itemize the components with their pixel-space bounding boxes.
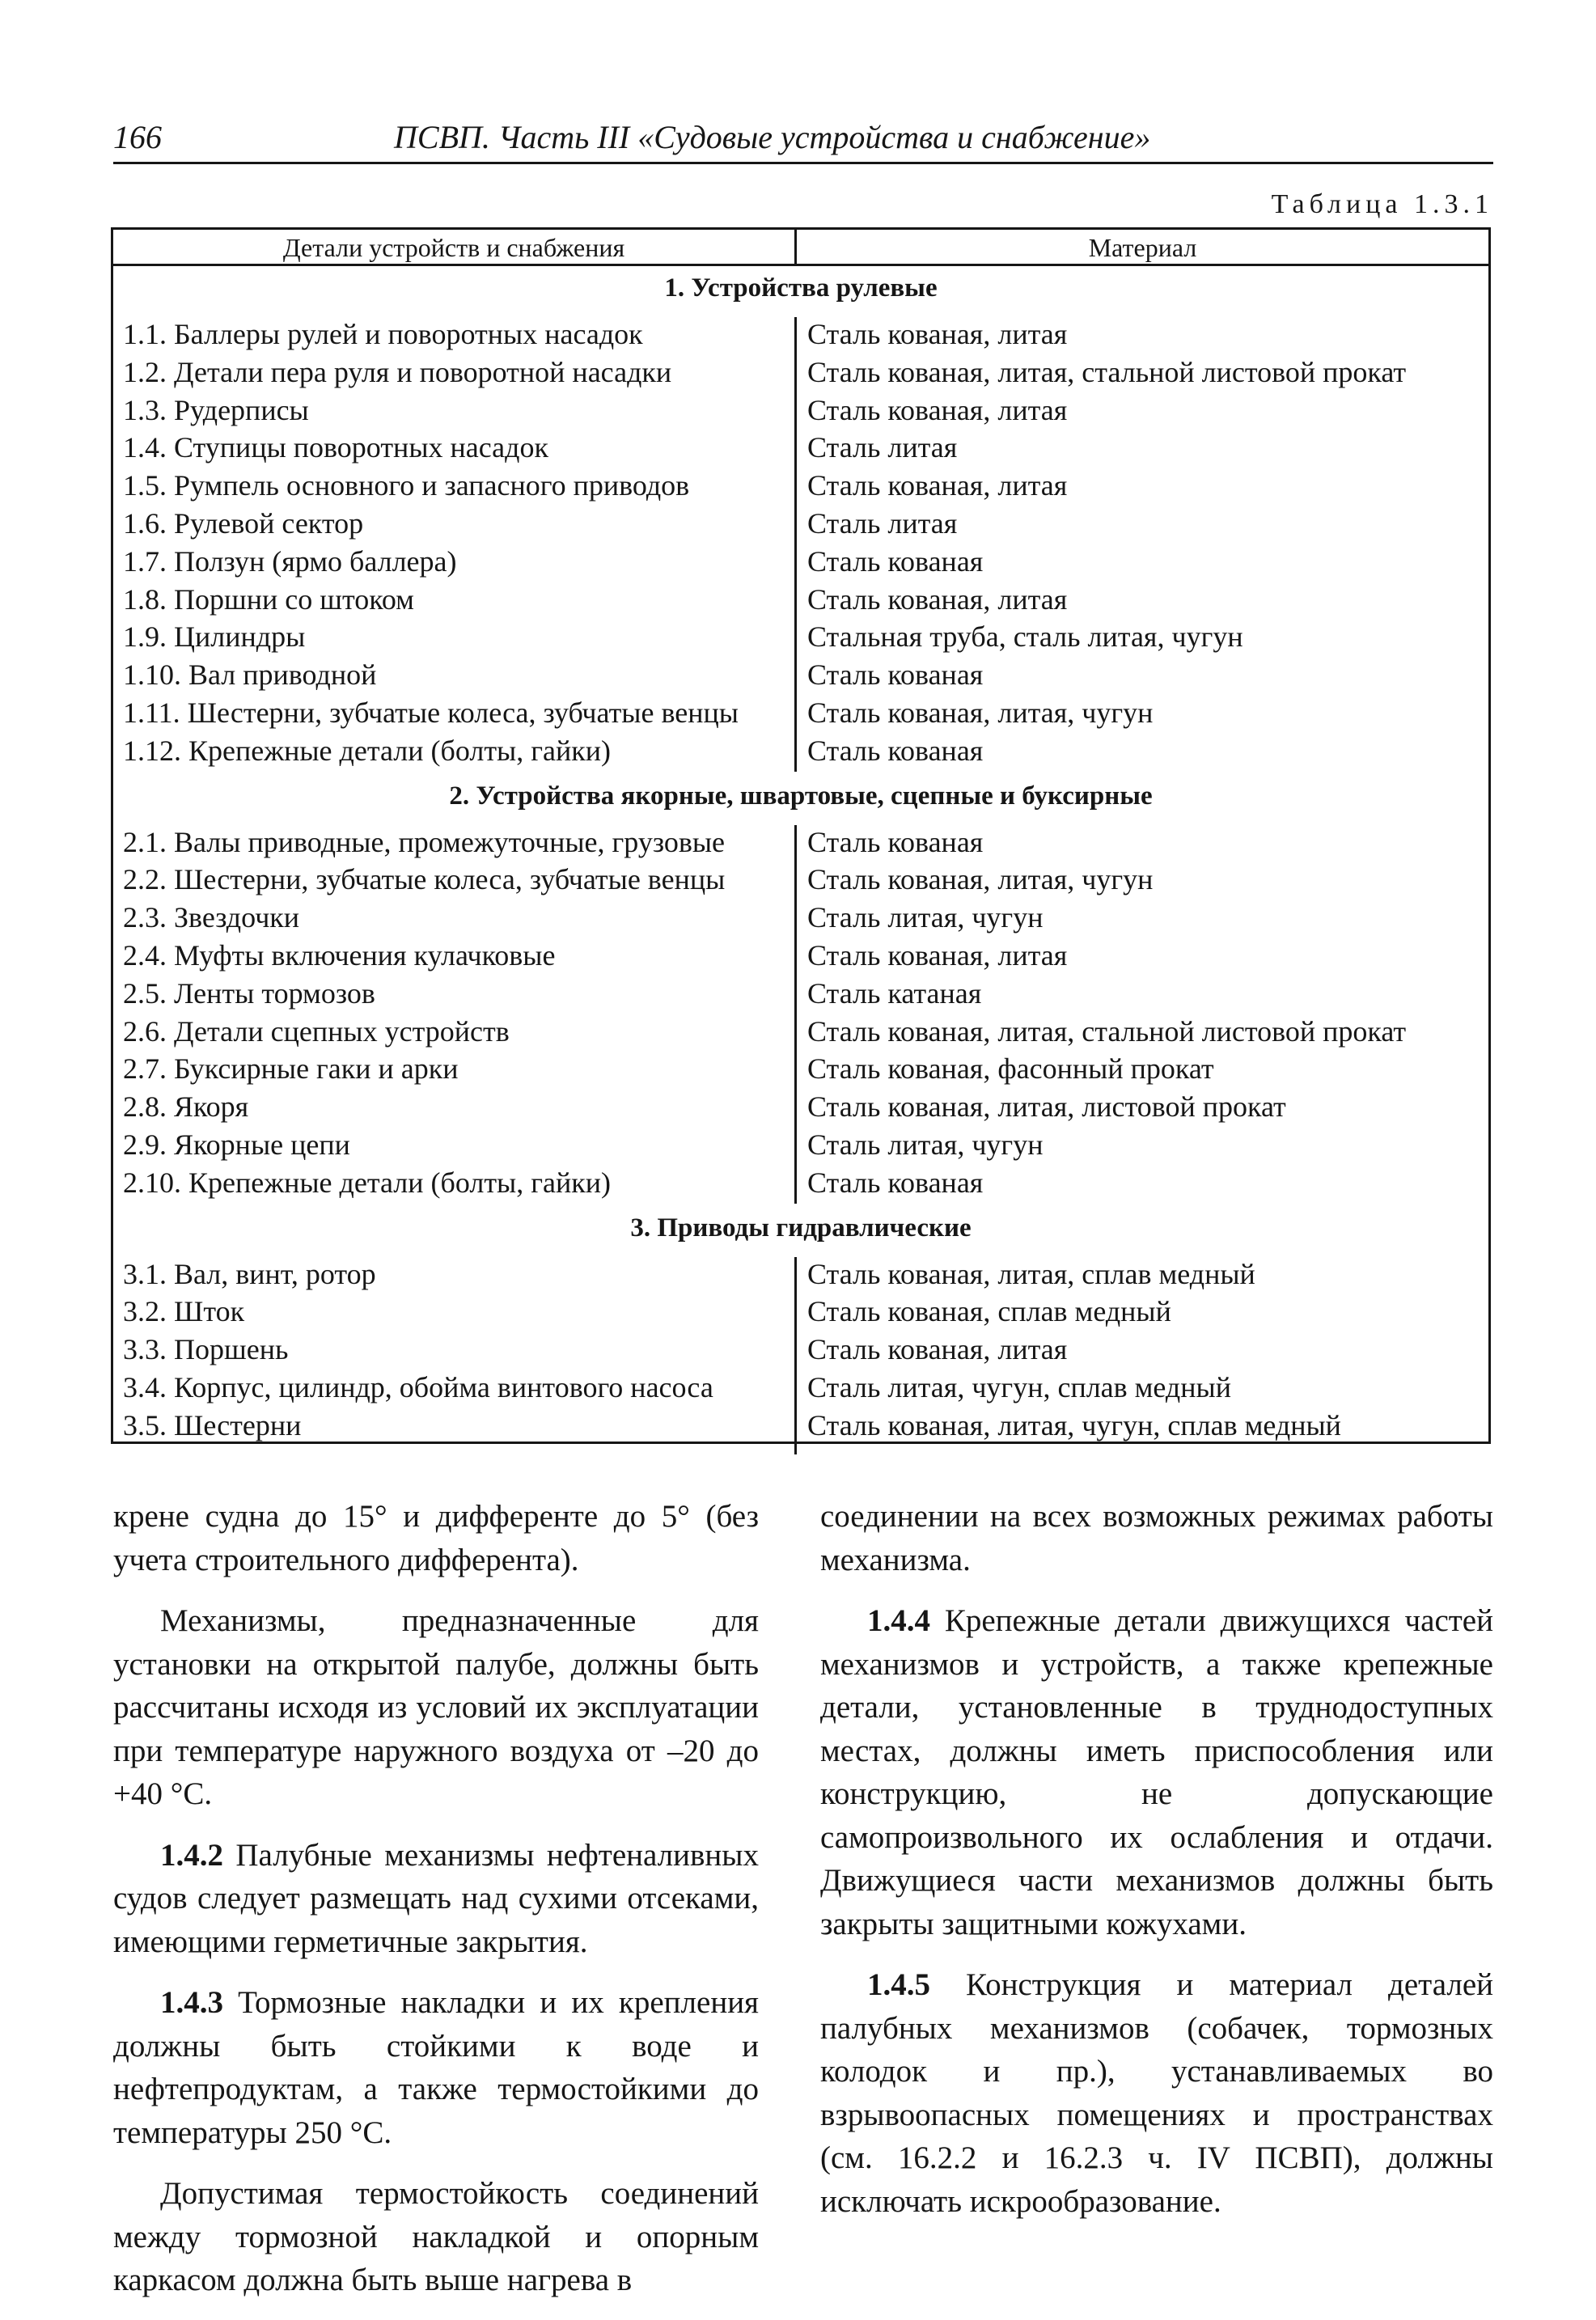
table-row	[113, 393, 1488, 430]
material-cell: Сталь кованая, литая, чугун	[807, 696, 1154, 729]
paragraph	[113, 1495, 759, 1581]
material-cell: Сталь кованая, литая, стальной листовой прокат	[807, 355, 1407, 388]
material-cell: Сталь кованая, литая, чугун, сплав медный	[807, 1408, 1341, 1442]
clause-1-4-5	[820, 1963, 1493, 2223]
table-row	[113, 862, 1488, 900]
detail-cell: 2.10. Крепежные детали (болты, гайки)	[123, 1166, 611, 1199]
detail-cell: 2.2. Шестерни, зубчатые колеса, зубчатые венцы	[123, 863, 726, 896]
material-cell: Сталь кованая	[807, 734, 984, 767]
table-row	[113, 1370, 1488, 1408]
column-divider	[794, 825, 797, 1204]
table-row	[113, 1014, 1488, 1052]
material-cell: Сталь кованая, сплав медный	[807, 1295, 1171, 1328]
table-row	[113, 1052, 1488, 1089]
table-row	[113, 825, 1488, 862]
material-cell: Сталь кованая, литая	[807, 469, 1068, 502]
table-row	[113, 734, 1488, 771]
table-row	[113, 468, 1488, 506]
material-cell: Сталь кованая	[807, 1166, 984, 1199]
column-header-material: Материал	[1088, 233, 1197, 262]
detail-cell: 1.7. Ползун (ярмо баллера)	[123, 544, 457, 578]
detail-cell: 1.5. Румпель основного и запасного приводов	[123, 469, 690, 502]
detail-cell: 2.8. Якоря	[123, 1090, 249, 1124]
clause-number: 1.4.5	[867, 1967, 930, 2002]
paragraph	[113, 1599, 759, 1816]
material-cell: Сталь кованая	[807, 825, 984, 858]
material-cell: Сталь кованая, литая	[807, 1333, 1068, 1366]
detail-cell: 2.7. Буксирные гаки и арки	[123, 1052, 459, 1086]
detail-cell: 3.1. Вал, винт, ротор	[123, 1257, 376, 1290]
material-cell: Сталь кованая, литая	[807, 393, 1068, 426]
clause-text: Крепежные детали движущихся частей механизмов и устройств, а также крепежные детали, установленные в труднодоступных местах, должны иметь приспособления или конструкцию, не допускающие самопроизвольного их ослабления и отдачи. Движущиеся части механизмов должны быть закрыты защитными кожухами.	[820, 1603, 1493, 1941]
detail-cell: 1.10. Вал приводной	[123, 658, 377, 692]
table-header-row	[113, 230, 1488, 266]
material-cell: Сталь литая, чугун	[807, 1128, 1044, 1161]
page-header	[113, 113, 1493, 163]
table-row	[113, 1332, 1488, 1370]
detail-cell: 2.3. Звездочки	[123, 901, 300, 934]
detail-cell: 3.2. Шток	[123, 1295, 245, 1328]
column-header-detail: Детали устройств и снабжения	[282, 233, 625, 262]
section-title: 3. Приводы гидравлические	[630, 1213, 972, 1243]
table-row	[113, 620, 1488, 657]
table-row	[113, 317, 1488, 354]
material-cell: Сталь литая, чугун, сплав медный	[807, 1371, 1231, 1403]
material-cell: Сталь кованая, литая	[807, 939, 1068, 972]
clause-text: Палубные механизмы нефтеналивных судов следует размещать над сухими отсеками, имеющими герметичные закрытия.	[113, 1837, 759, 1959]
material-cell: Сталь кованая	[807, 544, 984, 578]
paragraph	[820, 1495, 1493, 1581]
paragraph	[113, 2172, 759, 2302]
detail-cell: 2.4. Муфты включения кулачковые	[123, 939, 556, 972]
table-row	[113, 938, 1488, 976]
material-cell: Сталь литая, чугун	[807, 901, 1044, 934]
clause-number: 1.4.3	[160, 1985, 223, 2020]
material-cell: Сталь кованая, литая, чугун	[807, 863, 1154, 896]
table-row	[113, 1128, 1488, 1165]
material-cell: Сталь кованая, фасонный прокат	[807, 1052, 1214, 1086]
detail-cell: 1.6. Рулевой сектор	[123, 507, 364, 540]
column-divider	[794, 230, 797, 264]
clause-text: Конструкция и материал деталей палубных механизмов (собачек, тормозных колодок и пр.), устанавливаемых во взрывоопасных помещениях и пространствах (см. 16.2.2 и 16.2.3 ч. IV ПСВП), должны исключать искрообразование.	[820, 1967, 1493, 2219]
section-title: 2. Устройства якорные, швартовые, сцепные и буксирные	[449, 781, 1153, 811]
table-row	[113, 900, 1488, 938]
table-row	[113, 544, 1488, 582]
detail-cell: 2.5. Ленты тормозов	[123, 976, 375, 1010]
clause-1-4-4	[820, 1599, 1493, 1945]
material-cell: Сталь кованая, литая, стальной листовой прокат	[807, 1014, 1407, 1048]
table-row	[113, 1090, 1488, 1127]
table-row	[113, 1294, 1488, 1331]
detail-cell: 1.1. Баллеры рулей и поворотных насадок	[123, 318, 643, 350]
text-column-right	[820, 1495, 1493, 2241]
clause-1-4-2	[113, 1834, 759, 1964]
material-cell: Сталь кованая, литая, листовой прокат	[807, 1090, 1286, 1124]
table-row	[113, 976, 1488, 1014]
table-row	[113, 1166, 1488, 1203]
detail-cell: 2.9. Якорные цепи	[123, 1128, 350, 1161]
header-rule	[113, 162, 1493, 164]
detail-cell: 1.9. Цилиндры	[123, 620, 306, 654]
detail-cell: 1.2. Детали пера руля и поворотной насадки	[123, 355, 672, 388]
running-title: ПСВП. Часть III «Судовые устройства и снабжение»	[394, 119, 1151, 155]
table-row	[113, 696, 1488, 733]
table-row	[113, 355, 1488, 392]
materials-table	[111, 227, 1491, 1444]
detail-cell: 1.4. Ступицы поворотных насадок	[123, 431, 548, 464]
page-number: 166	[113, 119, 162, 155]
detail-cell: 1.8. Поршни со штоком	[123, 582, 414, 616]
table-row	[113, 582, 1488, 620]
table-row	[113, 506, 1488, 544]
clause-number: 1.4.4	[867, 1603, 930, 1638]
detail-cell: 1.12. Крепежные детали (болты, гайки)	[123, 734, 611, 767]
table-row	[113, 658, 1488, 695]
material-cell: Стальная труба, сталь литая, чугун	[807, 620, 1243, 654]
table-caption: Таблица 1.3.1	[1271, 189, 1493, 219]
text-column-left	[113, 1495, 759, 2320]
detail-cell: 3.3. Поршень	[123, 1333, 289, 1366]
column-divider	[794, 317, 797, 772]
clause-1-4-3	[113, 1981, 759, 2154]
material-cell: Сталь литая	[807, 431, 958, 464]
paragraph-text: крене судна до 15° и дифференте до 5° (без учета строительного дифферента).	[113, 1499, 759, 1577]
material-cell: Сталь кованая, литая, сплав медный	[807, 1257, 1255, 1290]
section-title: 1. Устройства рулевые	[664, 273, 938, 303]
material-cell: Сталь литая	[807, 507, 958, 540]
material-cell: Сталь кованая	[807, 658, 984, 692]
paragraph-text: Допустимая термостойкость соединений между тормозной накладкой и опорным каркасом должна быть выше нагрева в	[113, 2176, 759, 2297]
table-row	[113, 1408, 1488, 1446]
detail-cell: 3.5. Шестерни	[123, 1408, 302, 1442]
table-row	[113, 1257, 1488, 1294]
paragraph-text: Механизмы, предназначенные для установки на открытой палубе, должны быть рассчитаны исходя из условий их эксплуатации при температуре наружного воздуха от –20 до +40 °С.	[113, 1603, 759, 1811]
detail-cell: 3.4. Корпус, цилиндр, обойма винтового насоса	[123, 1371, 713, 1403]
material-cell: Сталь кованая, литая	[807, 582, 1068, 616]
material-cell: Сталь кованая, литая	[807, 318, 1068, 350]
paragraph-text: соединении на всех возможных режимах работы механизма.	[820, 1499, 1493, 1577]
clause-number: 1.4.2	[160, 1837, 223, 1873]
detail-cell: 2.6. Детали сцепных устройств	[123, 1014, 510, 1048]
detail-cell: 1.3. Рудерписы	[123, 393, 309, 426]
detail-cell: 2.1. Валы приводные, промежуточные, грузовые	[123, 825, 725, 858]
detail-cell: 1.11. Шестерни, зубчатые колеса, зубчатые венцы	[123, 696, 739, 729]
table-row	[113, 430, 1488, 468]
column-divider	[794, 1257, 797, 1454]
clause-text: Тормозные накладки и их крепления должны быть стойкими к воде и нефтепродуктам, а также термостойкими до температуры 250 °С.	[113, 1985, 759, 2150]
material-cell: Сталь катаная	[807, 976, 982, 1010]
